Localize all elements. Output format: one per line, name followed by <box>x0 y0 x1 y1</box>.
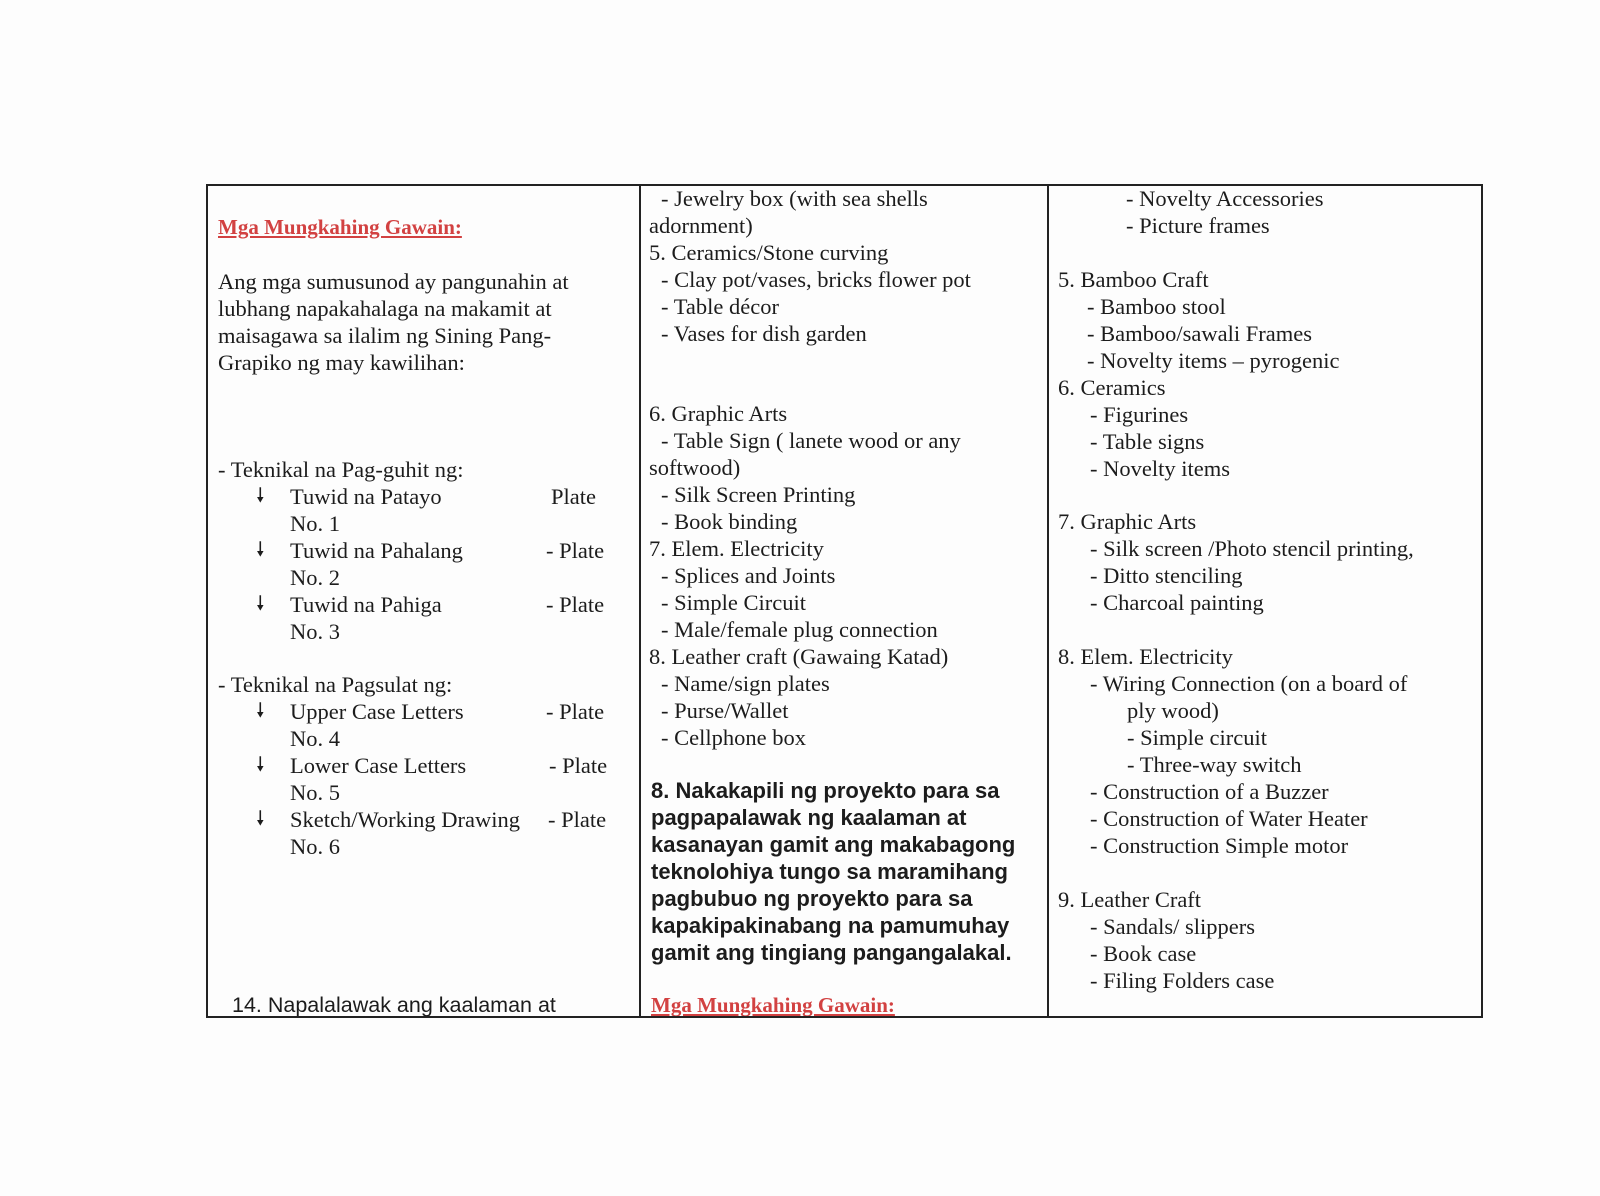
list-item-label: Upper Case Letters <box>290 699 464 724</box>
list-item-label: Lower Case Letters <box>290 753 467 778</box>
plate-number: No. 5 <box>290 780 340 805</box>
list-heading: 9. Leather Craft <box>1058 887 1202 912</box>
down-arrow-bullet-icon: 🠗 <box>256 698 265 722</box>
objective-line: 8. Nakakapili ng proyekto para sa <box>651 778 1000 803</box>
list-item: - Simple Circuit <box>661 590 806 615</box>
list-item: - Cellphone box <box>661 725 806 750</box>
list-subitem: - Simple circuit <box>1127 725 1267 750</box>
column-1 <box>208 186 639 1016</box>
list-item: - Picture frames <box>1126 213 1270 238</box>
list-item: softwood) <box>649 455 741 480</box>
curriculum-table <box>206 184 1483 1018</box>
list-item-label: Tuwid na Pahalang <box>290 538 463 563</box>
list-item-label: Tuwid na Pahiga <box>290 592 442 617</box>
list-heading: 8. Leather craft (Gawaing Katad) <box>649 644 949 669</box>
list-item: - Construction Simple motor <box>1090 833 1349 858</box>
plate-label: - Plate <box>548 807 607 832</box>
section-heading: Mga Mungkahing Gawain: <box>218 215 462 239</box>
list-item: - Table Sign ( lanete wood or any <box>661 428 961 453</box>
list-item: - Name/sign plates <box>661 671 830 696</box>
list-item: - Charcoal painting <box>1090 590 1264 615</box>
list-heading: 5. Ceramics/Stone curving <box>649 240 889 265</box>
list-item: - Table signs <box>1090 429 1205 454</box>
down-arrow-bullet-icon: 🠗 <box>256 537 265 561</box>
plate-number: No. 2 <box>290 565 340 590</box>
plate-label: - Plate <box>546 699 605 724</box>
list-heading: 8. Elem. Electricity <box>1058 644 1233 669</box>
plate-number: No. 3 <box>290 619 340 644</box>
column-3 <box>1049 186 1481 1016</box>
list-heading: 6. Ceramics <box>1058 375 1166 400</box>
down-arrow-bullet-icon: 🠗 <box>256 591 265 615</box>
plate-number: No. 4 <box>290 726 340 751</box>
intro-line: Ang mga sumusunod ay pangunahin at <box>218 269 569 294</box>
intro-line: lubhang napakahalaga na makamit at <box>218 296 552 321</box>
list-item: - Wiring Connection (on a board of <box>1090 671 1408 696</box>
objective-line: kasanayan gamit ang makabagong <box>651 832 1016 857</box>
down-arrow-bullet-icon: 🠗 <box>256 752 265 776</box>
objective-line: kapakipakinabang na pamumuhay <box>651 913 1010 938</box>
objective-line: gamit ang tingiang pangangalakal. <box>651 940 1012 965</box>
list-item: - Table décor <box>661 294 779 319</box>
list-item-label: Tuwid na Patayo <box>290 484 442 509</box>
list-heading: 7. Elem. Electricity <box>649 536 824 561</box>
list-item: - Silk screen /Photo stencil printing, <box>1090 536 1414 561</box>
list-item: - Vases for dish garden <box>661 321 867 346</box>
plate-label: - Plate <box>546 538 605 563</box>
list-subitem: - Three-way switch <box>1127 752 1302 777</box>
plate-label: - Plate <box>546 592 605 617</box>
objective-line: teknolohiya tungo sa maramihang <box>651 859 1008 884</box>
list-item: ply wood) <box>1127 698 1219 723</box>
list-item: - Sandals/ slippers <box>1090 914 1255 939</box>
list-item: - Filing Folders case <box>1090 968 1275 993</box>
plate-number: No. 6 <box>290 834 340 859</box>
list-item: - Novelty Accessories <box>1126 186 1324 211</box>
list-item: - Purse/Wallet <box>661 698 789 723</box>
list-item: - Clay pot/vases, bricks flower pot <box>661 267 971 292</box>
down-arrow-bullet-icon: 🠗 <box>256 806 265 830</box>
list-item: - Ditto stenciling <box>1090 563 1243 588</box>
list-item: - Bamboo stool <box>1087 294 1226 319</box>
list-item: - Construction of a Buzzer <box>1090 779 1329 804</box>
column-2 <box>641 186 1047 1016</box>
drawing-title: - Teknikal na Pag-guhit ng: <box>218 457 464 482</box>
intro-line: maisagawa sa ilalim ng Sining Pang- <box>218 323 552 348</box>
list-item: - Book binding <box>661 509 798 534</box>
list-heading: 5. Bamboo Craft <box>1058 267 1209 292</box>
list-item: - Male/female plug connection <box>661 617 938 642</box>
plate-label: - Plate <box>549 753 608 778</box>
down-arrow-bullet-icon: 🠗 <box>256 483 265 507</box>
plate-label: Plate <box>551 484 596 509</box>
list-item: - Novelty items – pyrogenic <box>1087 348 1340 373</box>
list-item-label: Sketch/Working Drawing <box>290 807 521 832</box>
list-item: - Jewelry box (with sea shells <box>661 186 928 211</box>
list-item: - Splices and Joints <box>661 563 836 588</box>
list-item: - Figurines <box>1090 402 1189 427</box>
list-item: - Construction of Water Heater <box>1090 806 1368 831</box>
intro-line: Grapiko ng may kawilihan: <box>218 350 465 375</box>
list-item: adornment) <box>649 213 753 238</box>
objective-14: 14. Napalalawak ang kaalaman at <box>232 993 556 1016</box>
list-heading: 7. Graphic Arts <box>1058 509 1197 534</box>
list-heading: 6. Graphic Arts <box>649 401 788 426</box>
writing-title: - Teknikal na Pagsulat ng: <box>218 672 453 697</box>
section-heading: Mga Mungkahing Gawain: <box>651 993 895 1016</box>
objective-line: pagbubuo ng proyekto para sa <box>651 886 973 911</box>
list-item: - Novelty items <box>1090 456 1230 481</box>
objective-line: pagpapalawak ng kaalaman at <box>651 805 967 830</box>
plate-number: No. 1 <box>290 511 340 536</box>
list-item: - Silk Screen Printing <box>661 482 856 507</box>
list-item: - Book case <box>1090 941 1197 966</box>
list-item: - Bamboo/sawali Frames <box>1087 321 1312 346</box>
